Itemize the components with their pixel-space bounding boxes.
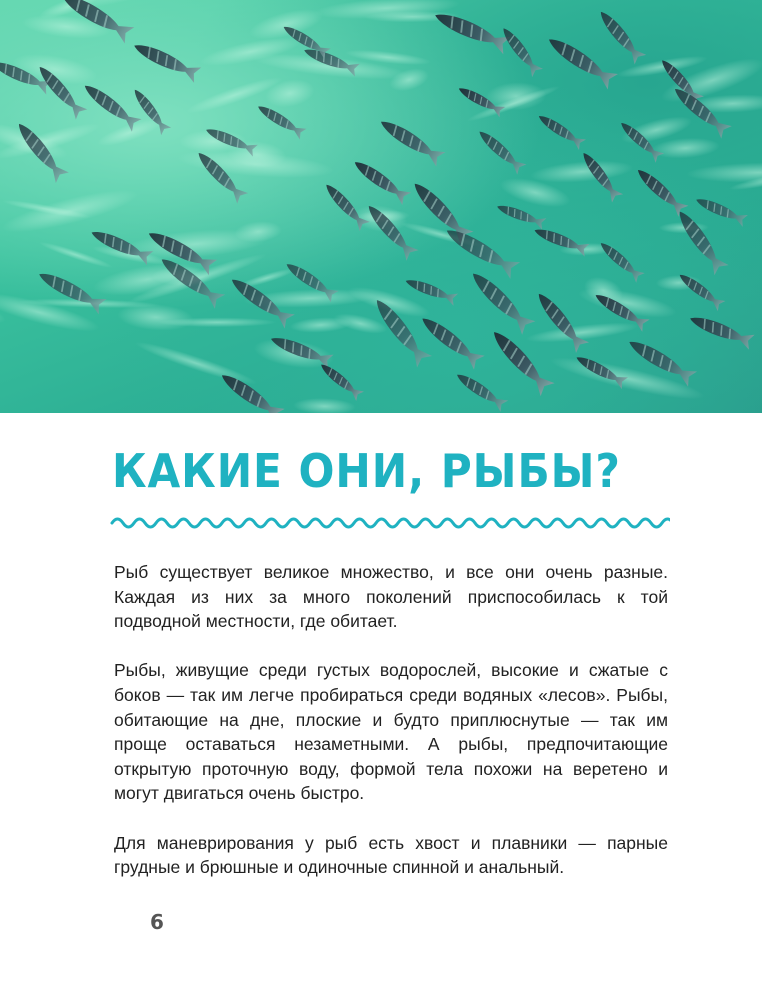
fish <box>442 222 520 279</box>
wave-divider <box>110 512 670 534</box>
fish <box>687 311 754 350</box>
page-number: 6 <box>150 910 164 934</box>
page-title: КАКИЕ ОНИ, РЫБЫ? <box>112 444 621 498</box>
fish <box>595 7 646 64</box>
paragraph: Рыб существует великое множество, и все они очень разные. Каждая из них за много поколений приспособилась к той подводной местности, где обитает. <box>114 562 668 632</box>
hero-photo <box>0 0 762 413</box>
fish <box>466 267 535 335</box>
fish-school-illustration <box>0 0 762 413</box>
fish <box>350 156 411 205</box>
fish <box>498 24 543 77</box>
fish <box>694 194 748 227</box>
fish <box>321 180 370 231</box>
fish <box>532 289 589 353</box>
fish <box>544 32 618 90</box>
fish <box>131 38 202 83</box>
paragraph: Рыбы, живущие среди густых водорослей, высокие и сжатые с боков — так им легче пробираться среди водяных «лесов». Рыбы, обитающие на дне, плоские и будто приплюснутые — так им проще оставаться незаметными. А рыбы, предпочитающие открытую проточную воду, формой тела похожи на веретено и могут двигаться очень быстро. <box>114 660 668 804</box>
fish <box>535 111 586 150</box>
paragraph: Для маневрирования у рыб есть хвост и плавники — парные грудные и брюшные и одиночные спинной и анальный. <box>114 832 668 878</box>
fish <box>633 164 688 216</box>
body-text <box>114 560 668 904</box>
fish <box>676 270 725 311</box>
water-glint <box>530 157 634 185</box>
fish <box>317 360 364 401</box>
fish <box>417 312 485 370</box>
water-glint <box>332 310 389 338</box>
fish <box>673 207 729 276</box>
water-glint <box>657 0 762 5</box>
fish <box>376 115 445 167</box>
water-glint <box>38 239 114 272</box>
fish <box>597 238 645 283</box>
fish <box>475 127 526 175</box>
water-glint <box>293 397 356 413</box>
fish <box>453 369 508 412</box>
water-glint <box>651 136 721 161</box>
